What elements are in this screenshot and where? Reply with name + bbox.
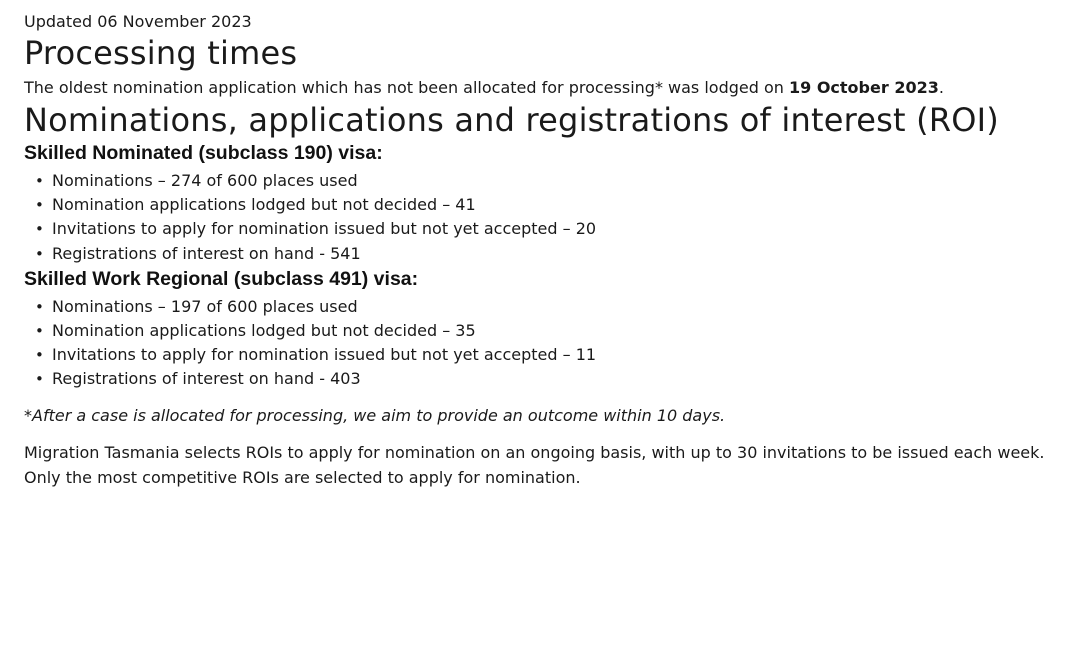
processing-times-text [24, 75, 1056, 100]
bullet-icon: • [35, 244, 44, 263]
bullet-icon: • [35, 297, 44, 316]
list-item [24, 242, 1056, 266]
list-item-text: Nominations – 274 of 600 places used [52, 171, 358, 190]
bullet-icon: • [35, 370, 44, 389]
bullet-icon: • [35, 220, 44, 239]
list-item-text: Invitations to apply for nomination issued but not yet accepted – 11 [52, 345, 597, 365]
roi-heading: Nominations, applications and registrations of interest (ROI) [24, 101, 999, 139]
bullet-icon: • [35, 196, 44, 215]
updated-date: Updated 06 November 2023 [24, 12, 252, 31]
processing-text-after: . [938, 78, 944, 97]
list-item-text: Nominations – 197 of 600 places used [52, 296, 358, 316]
list-item-text: Nomination applications lodged but not decided – 35 [52, 321, 476, 341]
list-item [24, 319, 1056, 343]
list-item [24, 295, 1056, 319]
processing-text-before: The oldest nomination application which has not been allocated for processing* was lodged on [24, 78, 789, 97]
list-item-text: Registrations of interest on hand - 541 [52, 243, 361, 263]
processing-date: 19 October 2023 [788, 78, 939, 97]
bullet-icon: • [35, 172, 44, 190]
visa-491-heading: Skilled Work Regional (subclass 491) visa: [24, 267, 419, 290]
list-item [24, 217, 1056, 241]
list-item [24, 169, 1056, 193]
visa-491-stats [24, 295, 1056, 392]
visa-190-heading: Skilled Nominated (subclass 190) visa: [24, 142, 383, 164]
processing-footnote: *After a case is allocated for processing, we aim to provide an outcome within 10 days. [24, 405, 726, 425]
list-item-text: Nomination applications lodged but not decided – 41 [52, 195, 476, 215]
bullet-icon: • [35, 322, 44, 341]
list-item [24, 367, 1056, 391]
list-item [24, 343, 1056, 367]
list-item [24, 193, 1056, 217]
selection-note: Migration Tasmania selects ROIs to apply for nomination on an ongoing basis, with up to 30 invitations to be issued each week. Only the most competitive ROIs are selected to apply for nomination. [24, 442, 1045, 487]
processing-times-heading: Processing times [24, 34, 298, 72]
list-item-text: Registrations of interest on hand - 403 [52, 369, 361, 389]
bullet-icon: • [35, 346, 44, 365]
list-item-text: Invitations to apply for nomination issued but not yet accepted – 20 [52, 219, 597, 239]
visa-190-stats [24, 169, 1056, 266]
